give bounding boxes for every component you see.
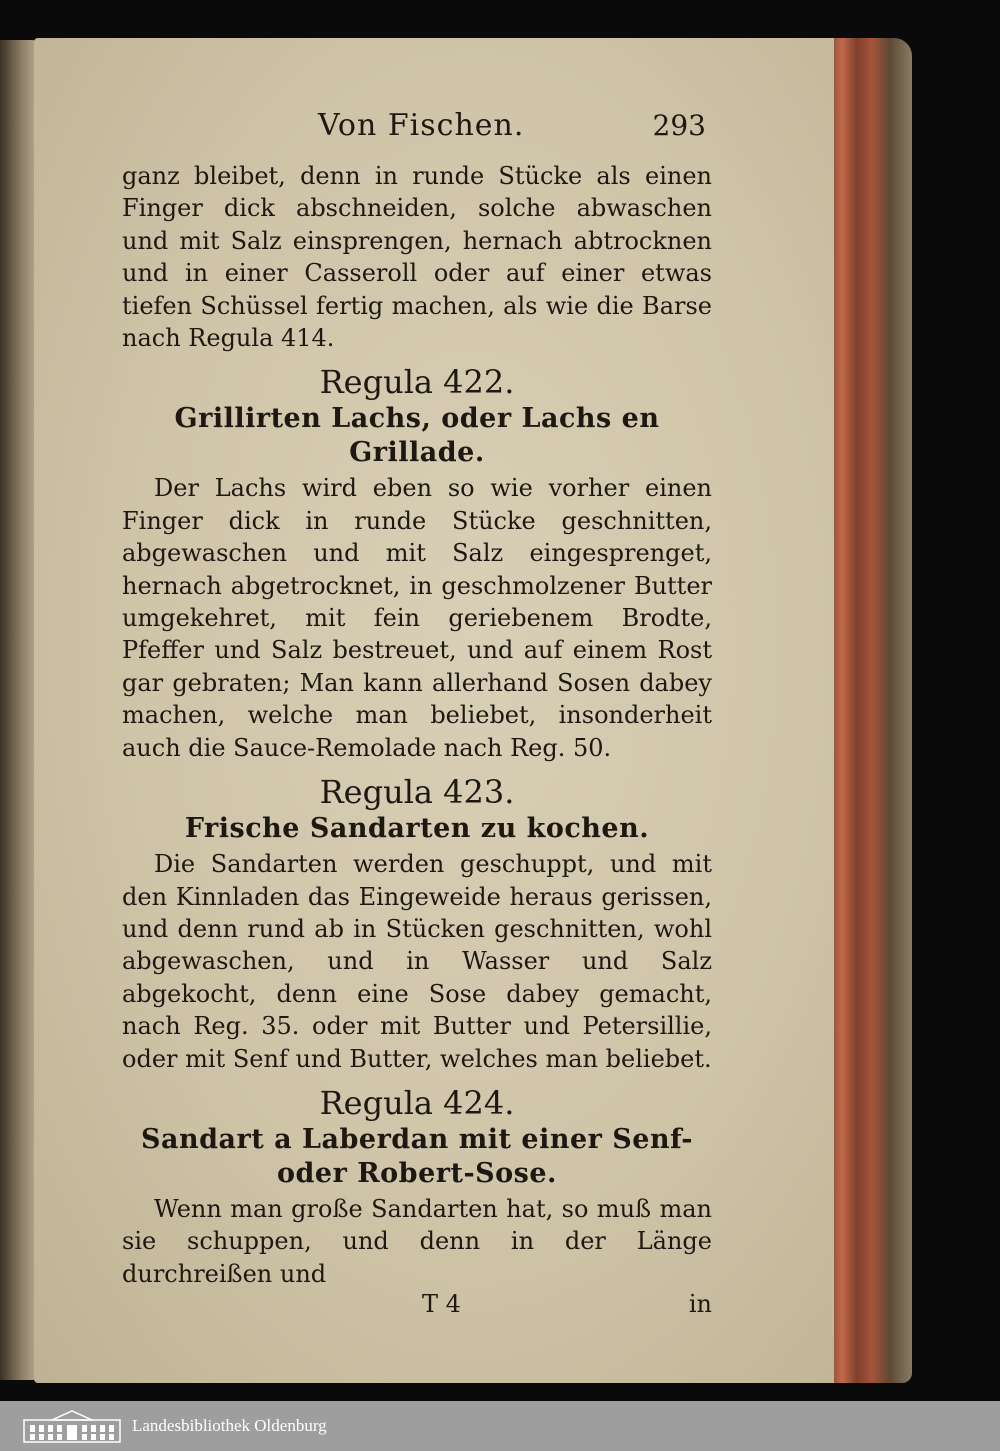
signature-mark: T 4 <box>422 1290 461 1319</box>
rule-heading: Regula 422. <box>319 363 515 402</box>
rule-title: Frische Sandarten zu kochen. <box>184 813 650 845</box>
library-building-icon <box>22 1408 122 1444</box>
rule-section <box>122 772 712 1075</box>
rule-text: Die Sandarten werden geschuppt, und mit den Kinnladen das Eingeweide heraus gerissen, und denn rund ab in Stücken geschnitten, wohl abgewaschen, und in Wasser und Salz abgekocht, denn eine Sose dabey gemacht, nach Reg. 35. oder mit Butter und Petersillie, oder mit Senf und Butter, welches man beliebet. <box>122 850 712 1073</box>
rule-title: Grillirten Lachs, oder Lachs en Grillade. <box>174 403 660 469</box>
rule-text: Der Lachs wird eben so wie vorher einen Finger dick in runde Stücke geschnitten, abgewaschen und mit Salz eingesprenget, hernach abgetrocknet, in geschmolzener Butter umgekehret, mit fein geriebenem Brodte, Pfeffer und Salz bestreuet, und auf einem Rost gar gebraten; Man kann allerhand Sosen dabey machen, welche man beliebet, insonderheit auch die Sauce-Remolade nach Reg. 50. <box>122 474 712 762</box>
rule-title: Sandart a Laberdan mit einer Senf- oder Robert-Sose. <box>141 1123 693 1189</box>
running-title: Von Fischen. <box>318 108 525 143</box>
library-footer-bar <box>0 1401 1000 1451</box>
rule-heading: Regula 424. <box>319 1083 515 1122</box>
rule-heading: Regula 423. <box>319 773 515 812</box>
page-footer <box>122 1290 712 1330</box>
library-name[interactable]: Landesbibliothek Oldenburg <box>132 1416 327 1435</box>
left-page-edge <box>0 40 38 1380</box>
page-number: 293 <box>652 109 706 142</box>
rule-text: Wenn man große Sandarten hat, so muß man sie schuppen, und denn in der Länge durchreißen und <box>122 1194 712 1288</box>
catchword: in <box>688 1290 712 1319</box>
page-content <box>122 108 712 1330</box>
rule-section <box>122 1083 712 1290</box>
running-header <box>122 108 712 160</box>
intro-paragraph: ganz bleibet, denn in runde Stücke als einen Finger dick abschneiden, solche abwaschen und mit Salz einsprengen, hernach abtrocknen und in einer Casseroll oder auf einer etwas tiefen Schüssel fertig machen, als wie die Barse nach Regula 414. <box>122 162 712 353</box>
rule-section <box>122 362 712 764</box>
